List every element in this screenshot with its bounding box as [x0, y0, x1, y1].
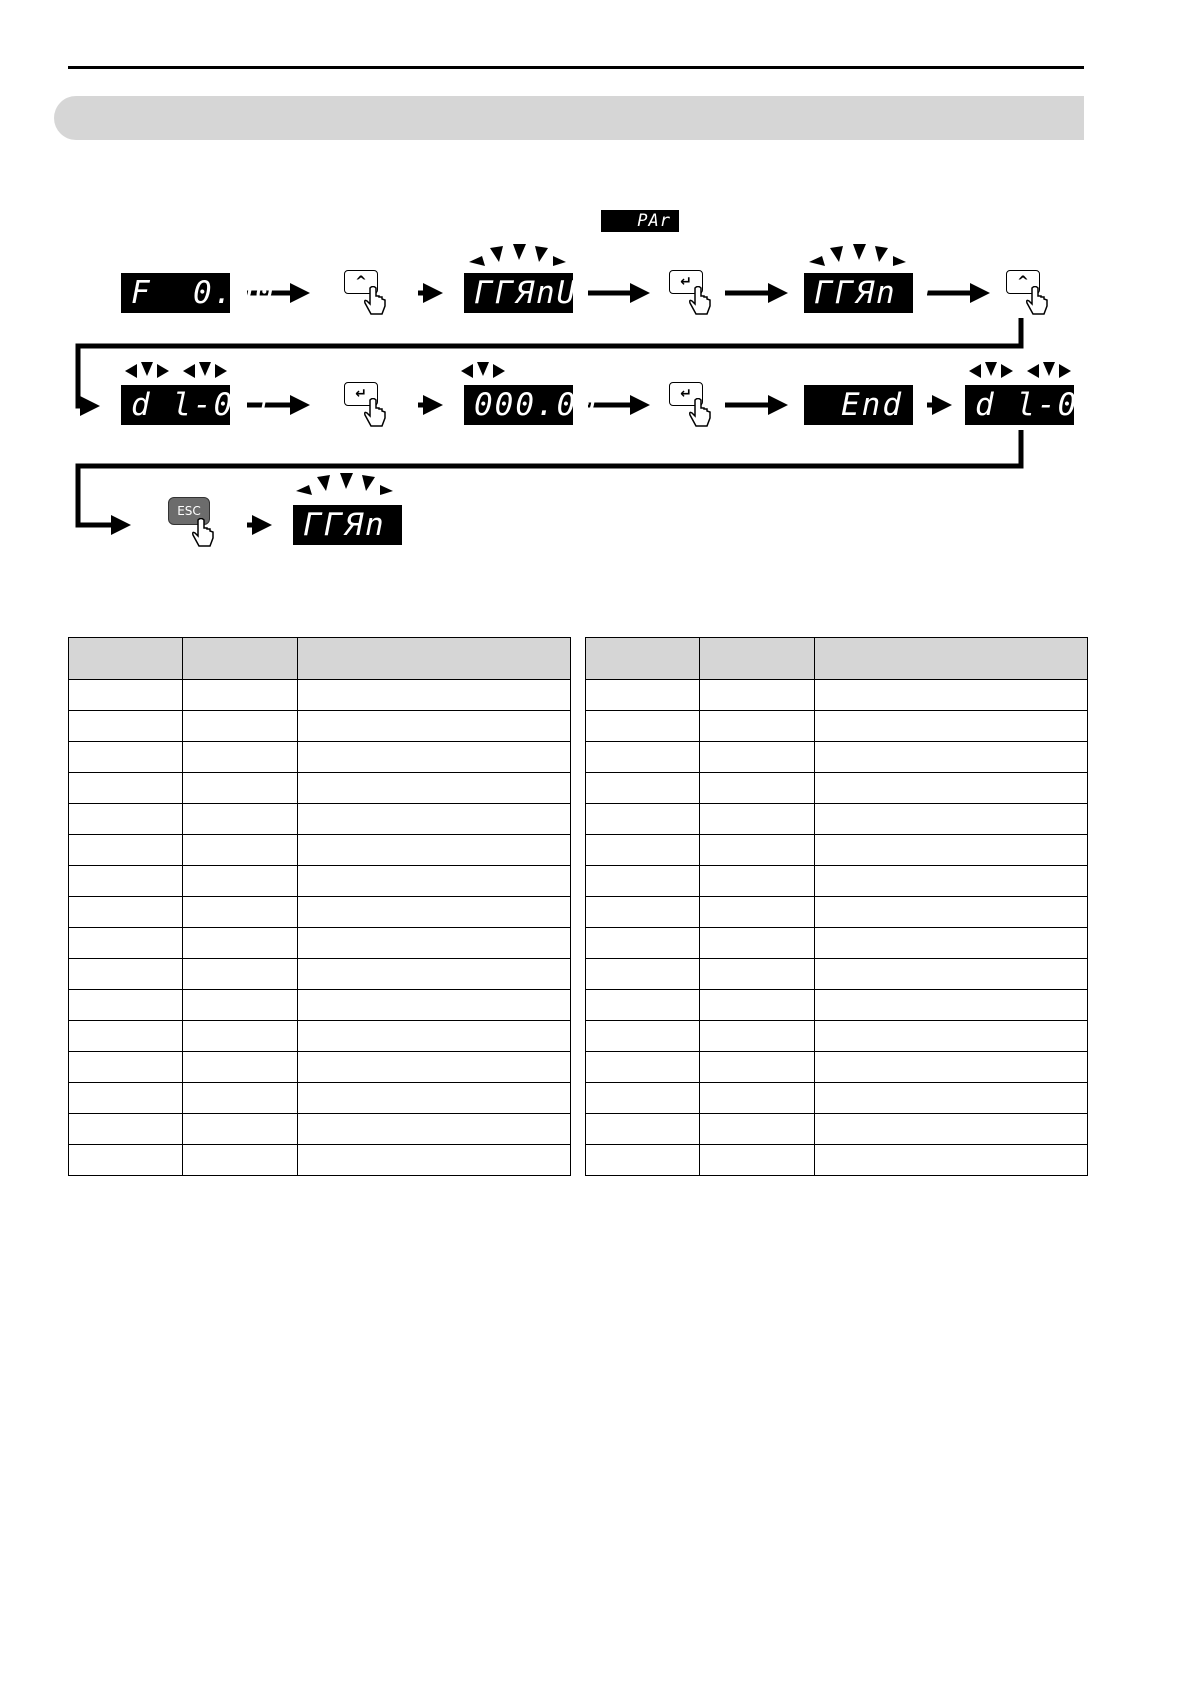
table-cell [700, 711, 815, 742]
table-row [586, 804, 1088, 835]
table-cell [700, 742, 815, 773]
table-row [586, 835, 1088, 866]
row-connector [78, 430, 1021, 525]
table-cell [815, 1052, 1088, 1083]
table-row [586, 773, 1088, 804]
table-cell [183, 1083, 298, 1114]
esc-key[interactable]: ESC [168, 497, 210, 525]
flashing-indicator-icon [461, 362, 505, 378]
table-row [69, 1052, 571, 1083]
up-key[interactable]: ^ [344, 270, 378, 294]
table-cell [69, 711, 183, 742]
table-cell [298, 680, 571, 711]
table-row [69, 773, 571, 804]
enter-key[interactable]: ↵ [344, 382, 378, 406]
table-cell [298, 1114, 571, 1145]
table-cell [298, 1145, 571, 1176]
table-cell [69, 1145, 183, 1176]
table-cell [700, 959, 815, 990]
table-cell [700, 804, 815, 835]
table-cell [586, 990, 700, 1021]
table-cell [69, 742, 183, 773]
table-cell [183, 897, 298, 928]
table-row [69, 835, 571, 866]
table-cell [815, 742, 1088, 773]
table-row [586, 1052, 1088, 1083]
table-cell [700, 1083, 815, 1114]
table-row [69, 1145, 571, 1176]
flashing-indicator-icon [125, 362, 227, 378]
table-cell [69, 773, 183, 804]
table-cell [183, 711, 298, 742]
table-row [586, 1083, 1088, 1114]
table-cell [183, 742, 298, 773]
table-cell [298, 804, 571, 835]
table-cell [815, 680, 1088, 711]
table-header-row [69, 638, 571, 680]
table-cell [69, 959, 183, 990]
man1-display: ГГЯn l [804, 273, 913, 313]
table-cell [700, 928, 815, 959]
hand-pointer-icon [190, 518, 216, 552]
table-row [586, 959, 1088, 990]
table-row [69, 928, 571, 959]
table-row [69, 1114, 571, 1145]
hand-pointer-icon [362, 286, 388, 320]
table-row [69, 711, 571, 742]
table-cell [298, 1052, 571, 1083]
table-cell [815, 1021, 1088, 1052]
table-cell [298, 742, 571, 773]
table-row [69, 1083, 571, 1114]
table-cell [183, 1052, 298, 1083]
table-row [586, 1114, 1088, 1145]
table-cell [815, 990, 1088, 1021]
table-cell [586, 866, 700, 897]
table-cell [298, 835, 571, 866]
table-cell [815, 1114, 1088, 1145]
table-cell [69, 835, 183, 866]
table-cell [586, 928, 700, 959]
table-cell [586, 1114, 700, 1145]
table-cell [298, 1083, 571, 1114]
value-display: 000.00 [464, 385, 573, 425]
table-cell [586, 959, 700, 990]
hand-pointer-icon [687, 286, 713, 320]
table-cell [69, 1083, 183, 1114]
table-row [69, 1021, 571, 1052]
flashing-indicator-icon [809, 244, 906, 266]
table-row [586, 866, 1088, 897]
table-row [586, 990, 1088, 1021]
table-cell [298, 990, 571, 1021]
end-display: End [804, 385, 913, 425]
hand-pointer-icon [687, 398, 713, 432]
parameter-table-left [68, 637, 571, 1176]
enter-key[interactable]: ↵ [669, 270, 703, 294]
table-cell [700, 773, 815, 804]
table-cell [69, 680, 183, 711]
table-cell [815, 1145, 1088, 1176]
table-cell [298, 1021, 571, 1052]
table-cell [586, 1145, 700, 1176]
frequency-reference-display: F 0.00 [121, 273, 230, 313]
hand-pointer-icon [362, 398, 388, 432]
table-cell [298, 773, 571, 804]
table-row [586, 711, 1088, 742]
table-cell [183, 773, 298, 804]
table-cell [69, 990, 183, 1021]
table-cell [700, 1021, 815, 1052]
table-cell [700, 835, 815, 866]
enter-key[interactable]: ↵ [669, 382, 703, 406]
table-cell [586, 804, 700, 835]
table-cell [298, 711, 571, 742]
table-row [69, 680, 571, 711]
table-cell [298, 928, 571, 959]
flashing-indicator-icon [469, 244, 566, 266]
table-cell [183, 680, 298, 711]
table-cell [69, 1052, 183, 1083]
table-cell [298, 897, 571, 928]
table-cell [586, 742, 700, 773]
table-cell [183, 804, 298, 835]
table-cell [586, 1052, 700, 1083]
table-cell [69, 1114, 183, 1145]
table-row [586, 1145, 1088, 1176]
table-cell [586, 711, 700, 742]
table-row [69, 990, 571, 1021]
table-cell [183, 959, 298, 990]
table-row [586, 1021, 1088, 1052]
table-cell [815, 959, 1088, 990]
table-cell [183, 1021, 298, 1052]
table-cell [183, 866, 298, 897]
table-cell [586, 897, 700, 928]
table-cell [69, 897, 183, 928]
table-cell [298, 866, 571, 897]
table-cell [586, 680, 700, 711]
table-cell [69, 866, 183, 897]
up-key[interactable]: ^ [1006, 270, 1040, 294]
table-row [586, 742, 1088, 773]
hand-pointer-icon [1024, 286, 1050, 320]
man1-display-return: ГГЯn l [293, 505, 402, 545]
parameter-table-right [585, 637, 1088, 1176]
table-cell [183, 835, 298, 866]
table-row [69, 804, 571, 835]
table-cell [183, 1145, 298, 1176]
table-cell [700, 1052, 815, 1083]
table-cell [700, 990, 815, 1021]
table-row [586, 928, 1088, 959]
table-cell [700, 1145, 815, 1176]
table-row [586, 897, 1088, 928]
table-cell [298, 959, 571, 990]
flashing-indicator-icon [296, 473, 393, 495]
flashing-indicator-icon [969, 362, 1071, 378]
table-cell [183, 928, 298, 959]
table-row [69, 959, 571, 990]
table-cell [69, 928, 183, 959]
table-cell [183, 990, 298, 1021]
table-row [69, 866, 571, 897]
table-cell [815, 773, 1088, 804]
table-cell [700, 1114, 815, 1145]
table-cell [815, 804, 1088, 835]
table-cell [700, 897, 815, 928]
table-cell [815, 835, 1088, 866]
table-cell [815, 897, 1088, 928]
table-cell [586, 1021, 700, 1052]
table-row [69, 897, 571, 928]
table-cell [69, 1021, 183, 1052]
manu-display: ГГЯnU [464, 273, 573, 313]
d1-01-display-confirm: d l-0 l [965, 385, 1074, 425]
table-cell [69, 804, 183, 835]
table-cell [183, 1114, 298, 1145]
table-cell [700, 680, 815, 711]
table-cell [815, 866, 1088, 897]
parameter-mode-display: PAr [601, 210, 679, 232]
table-header-row [586, 638, 1088, 680]
table-cell [586, 773, 700, 804]
table-cell [815, 711, 1088, 742]
table-row [69, 742, 571, 773]
table-cell [586, 1083, 700, 1114]
table-cell [700, 866, 815, 897]
table-cell [815, 1083, 1088, 1114]
d1-01-display: d l-0 l [121, 385, 230, 425]
table-cell [586, 835, 700, 866]
table-cell [815, 928, 1088, 959]
table-row [586, 680, 1088, 711]
